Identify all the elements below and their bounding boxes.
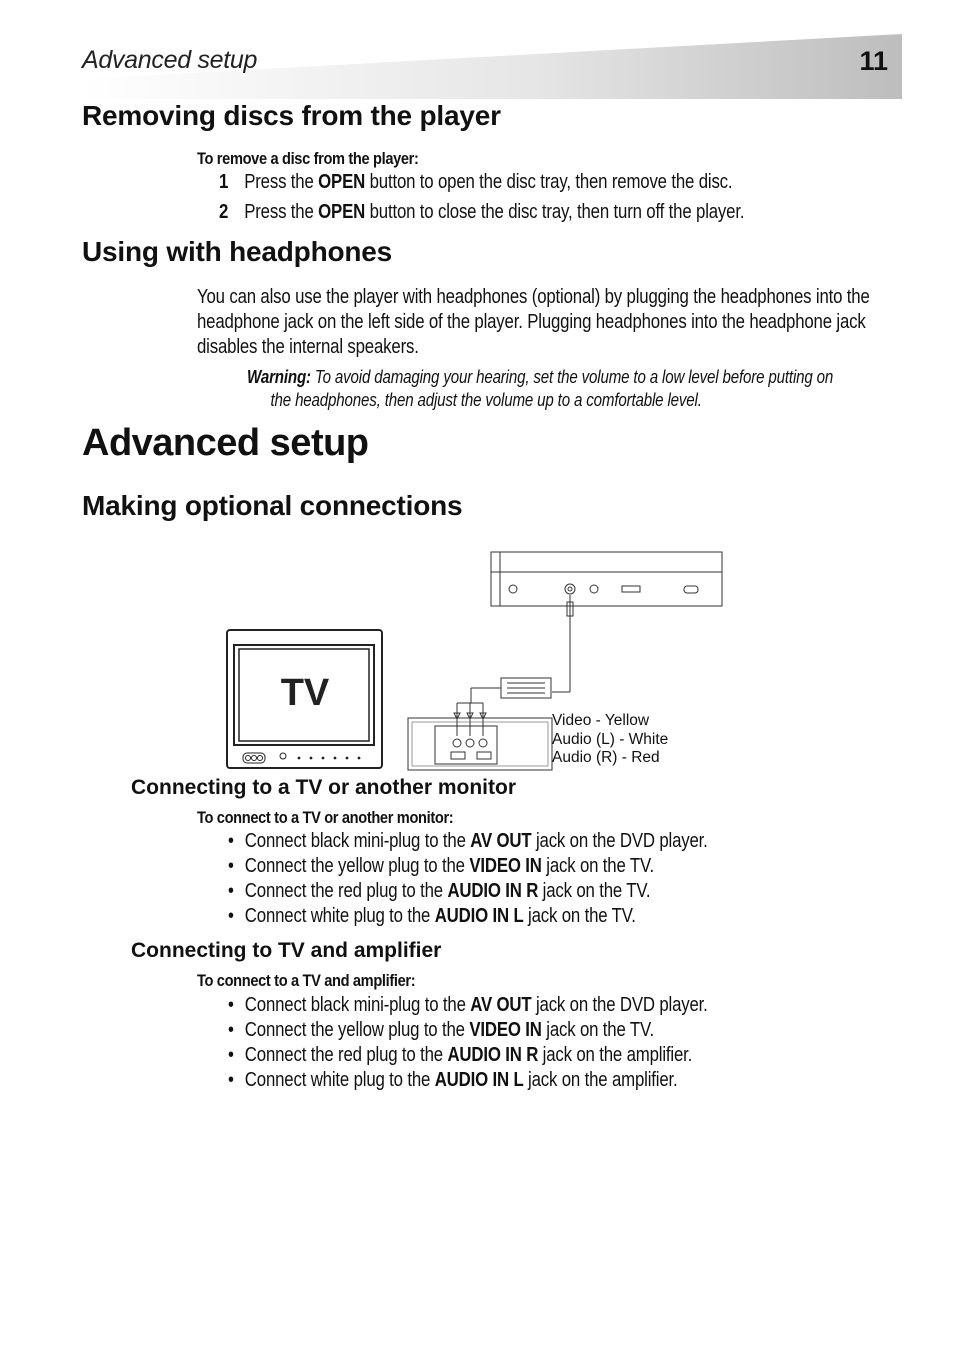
heading-removing-discs: Removing discs from the player (82, 100, 501, 131)
cable-color-legend (552, 712, 668, 768)
bullet-glyph: • (228, 1069, 234, 1091)
heading-optional-connections: Making optional connections (82, 490, 463, 521)
headphones-paragraph (197, 285, 903, 360)
item-text: jack on the TV. (541, 1019, 654, 1041)
item-keyword: AUDIO IN L (434, 1069, 524, 1091)
procedure-title-tv-amplifier: To connect to a TV and amplifier: (197, 971, 416, 990)
item-text: Connect the yellow plug to the (244, 1019, 470, 1041)
paragraph-line: headphone jack on the left side of the player. Plugging headphones into the headphone jack (197, 311, 866, 333)
list-item (228, 1019, 654, 1042)
item-keyword: VIDEO IN (469, 855, 542, 877)
step-number: 1 (219, 171, 229, 193)
step-item (219, 171, 732, 194)
bullet-glyph: • (228, 880, 234, 902)
item-text: jack on the TV. (538, 880, 651, 902)
step-keyword: OPEN (318, 171, 366, 193)
item-text: Connect the yellow plug to the (244, 855, 470, 877)
item-keyword: AUDIO IN R (447, 880, 539, 902)
procedure-title-remove-disc: To remove a disc from the player: (197, 149, 419, 168)
heading-tv-amplifier: Connecting to TV and amplifier (131, 939, 442, 962)
item-text: jack on the DVD player. (531, 994, 708, 1016)
item-keyword: AUDIO IN L (434, 905, 524, 927)
bullet-glyph: • (228, 855, 234, 877)
warning-text-continued: the headphones, then adjust the volume up to a comfortable level. (270, 390, 702, 410)
bullet-glyph: • (228, 1019, 234, 1041)
bullet-glyph: • (228, 994, 234, 1016)
av-receiver-illustration (408, 718, 552, 770)
heading-tv-monitor: Connecting to a TV or another monitor (131, 776, 516, 799)
step-text-pre: Press the (244, 171, 319, 193)
legend-audio-left: Audio (L) - White (552, 730, 669, 748)
item-keyword: AUDIO IN R (447, 1044, 539, 1066)
dvd-player-illustration (491, 552, 722, 618)
tv-label: TV (280, 672, 330, 714)
item-text: jack on the DVD player. (531, 830, 708, 852)
step-number: 2 (219, 201, 229, 223)
bullet-glyph: • (228, 830, 234, 852)
warning-text: To avoid damaging your hearing, set the volume to a low level before putting on (310, 367, 834, 387)
item-text: jack on the amplifier. (523, 1069, 678, 1091)
bullet-glyph: • (228, 1044, 234, 1066)
item-keyword: AV OUT (470, 994, 532, 1016)
list-item (228, 994, 708, 1017)
item-text: Connect black mini-plug to the (244, 830, 471, 852)
list-item (228, 905, 636, 928)
paragraph-line: You can also use the player with headphones (optional) by plugging the headphones into the (197, 286, 870, 308)
item-text: jack on the TV. (523, 905, 636, 927)
item-text: Connect white plug to the (244, 1069, 435, 1091)
heading-headphones: Using with headphones (82, 236, 393, 267)
item-text: Connect the red plug to the (244, 880, 448, 902)
item-keyword: AV OUT (470, 830, 532, 852)
warning-note (247, 366, 869, 412)
item-text: jack on the amplifier. (538, 1044, 693, 1066)
list-item (228, 880, 650, 903)
step-text-post: button to open the disc tray, then remove the disc. (365, 171, 733, 193)
step-text-pre: Press the (244, 201, 319, 223)
item-text: Connect the red plug to the (244, 1044, 448, 1066)
procedure-title-tv-monitor: To connect to a TV or another monitor: (197, 808, 454, 827)
step-item (219, 201, 744, 224)
item-text: Connect white plug to the (244, 905, 435, 927)
item-keyword: VIDEO IN (469, 1019, 542, 1041)
list-item (228, 1044, 692, 1067)
page-number: 11 (859, 46, 888, 76)
step-text-post: button to close the disc tray, then turn off the player. (365, 201, 745, 223)
list-item (228, 1069, 678, 1092)
step-keyword: OPEN (318, 201, 366, 223)
list-item (228, 830, 708, 853)
item-text: Connect black mini-plug to the (244, 994, 471, 1016)
bullet-glyph: • (228, 905, 234, 927)
chapter-title: Advanced setup (82, 422, 369, 464)
legend-video: Video - Yellow (552, 712, 650, 729)
paragraph-line: disables the internal speakers. (197, 336, 419, 358)
list-item (228, 855, 654, 878)
warning-label: Warning: (247, 367, 311, 387)
running-header-title: Advanced setup (82, 46, 258, 74)
legend-audio-right: Audio (R) - Red (552, 749, 660, 766)
item-text: jack on the TV. (541, 855, 654, 877)
